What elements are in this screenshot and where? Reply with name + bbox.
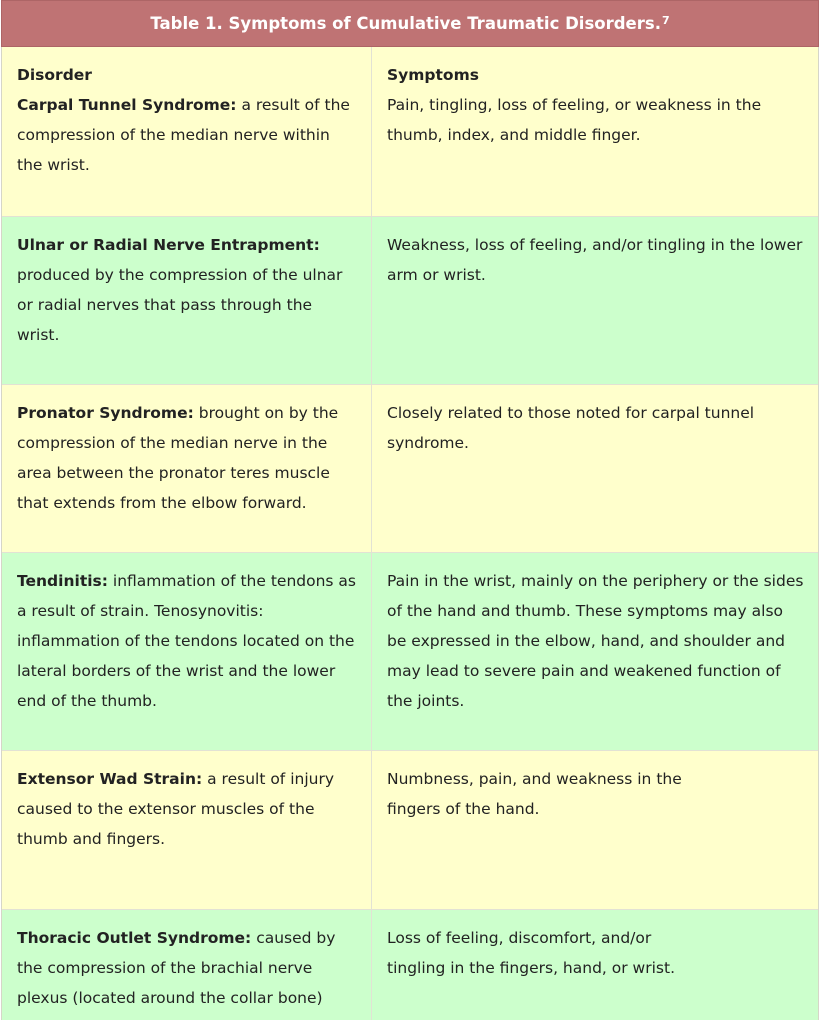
symptoms-text: Pain, tingling, loss of feeling, or weakness in the thumb, index, and middle finger. — [387, 96, 762, 144]
symptoms-text-line: tingling in the fingers, hand, or wrist. — [387, 959, 675, 977]
column-header-symptoms: Symptoms — [387, 66, 479, 84]
symptoms-text-line: Loss of feeling, discomfort, and/or — [387, 929, 652, 947]
disorder-description: produced by the compression of the ulnar or radial nerves that pass through the wrist. — [17, 266, 343, 344]
table-row — [2, 47, 818, 217]
disorder-name: Carpal Tunnel Syndrome: — [17, 96, 237, 114]
disorder-description: a result of injury caused to the extensor muscles of the thumb and fingers. — [17, 770, 335, 848]
disorder-description: brought on by the compression of the median nerve in the area between the pronator teres muscle that extends from the elbow forward. — [17, 404, 339, 512]
disorder-name: Ulnar or Radial Nerve Entrapment: — [17, 236, 320, 254]
disorder-cell — [2, 553, 372, 750]
symptoms-cell — [372, 385, 818, 552]
symptoms-cell — [372, 217, 818, 384]
symptoms-text: Weakness, loss of feeling, and/or tingling in the lower arm or wrist. — [387, 236, 803, 284]
disorder-name: Extensor Wad Strain: — [17, 770, 203, 788]
disorder-name: Thoracic Outlet Syndrome: — [17, 929, 252, 947]
table-title-reference: 7 — [661, 14, 670, 27]
symptoms-text: Closely related to those noted for carpal tunnel syndrome. — [387, 404, 755, 452]
disorder-description: caused by the compression of the brachial nerve plexus (located around the collar bone) — [17, 929, 336, 1007]
table-row — [2, 751, 818, 910]
symptoms-text-line: Numbness, pain, and weakness in the — [387, 770, 682, 788]
disorder-description: a result of the compression of the median nerve within the wrist. — [17, 96, 350, 174]
column-header-disorder: Disorder — [17, 66, 92, 84]
symptoms-cell — [372, 910, 818, 1020]
symptoms-cell — [372, 47, 818, 216]
disorder-cell — [2, 385, 372, 552]
disorder-cell — [2, 751, 372, 909]
disorder-cell — [2, 47, 372, 216]
symptoms-cell — [372, 751, 818, 909]
table-row — [2, 910, 818, 1020]
table-row — [2, 553, 818, 751]
disorder-cell — [2, 910, 372, 1020]
disorder-cell — [2, 217, 372, 384]
table-row — [2, 217, 818, 385]
symptoms-cell — [372, 553, 818, 750]
symptoms-table — [1, 0, 819, 1020]
table-title-text: Table 1. Symptoms of Cumulative Traumatic Disorders. — [150, 14, 661, 33]
table-body — [1, 47, 819, 1020]
disorder-description: inflammation of the tendons as a result of strain. Tenosynovitis: inflammation of the tendons located on the lateral borders of the wrist and the lower end of the thumb. — [17, 572, 357, 710]
table-row — [2, 385, 818, 553]
disorder-name: Pronator Syndrome: — [17, 404, 194, 422]
disorder-name: Tendinitis: — [17, 572, 108, 590]
table-title — [1, 0, 819, 47]
symptoms-text: Pain in the wrist, mainly on the periphery or the sides of the hand and thumb. These symptoms may also be expressed in the elbow, hand, and shoulder and may lead to severe pain and weakened function of the joints. — [387, 572, 804, 710]
symptoms-text-line: fingers of the hand. — [387, 800, 540, 818]
